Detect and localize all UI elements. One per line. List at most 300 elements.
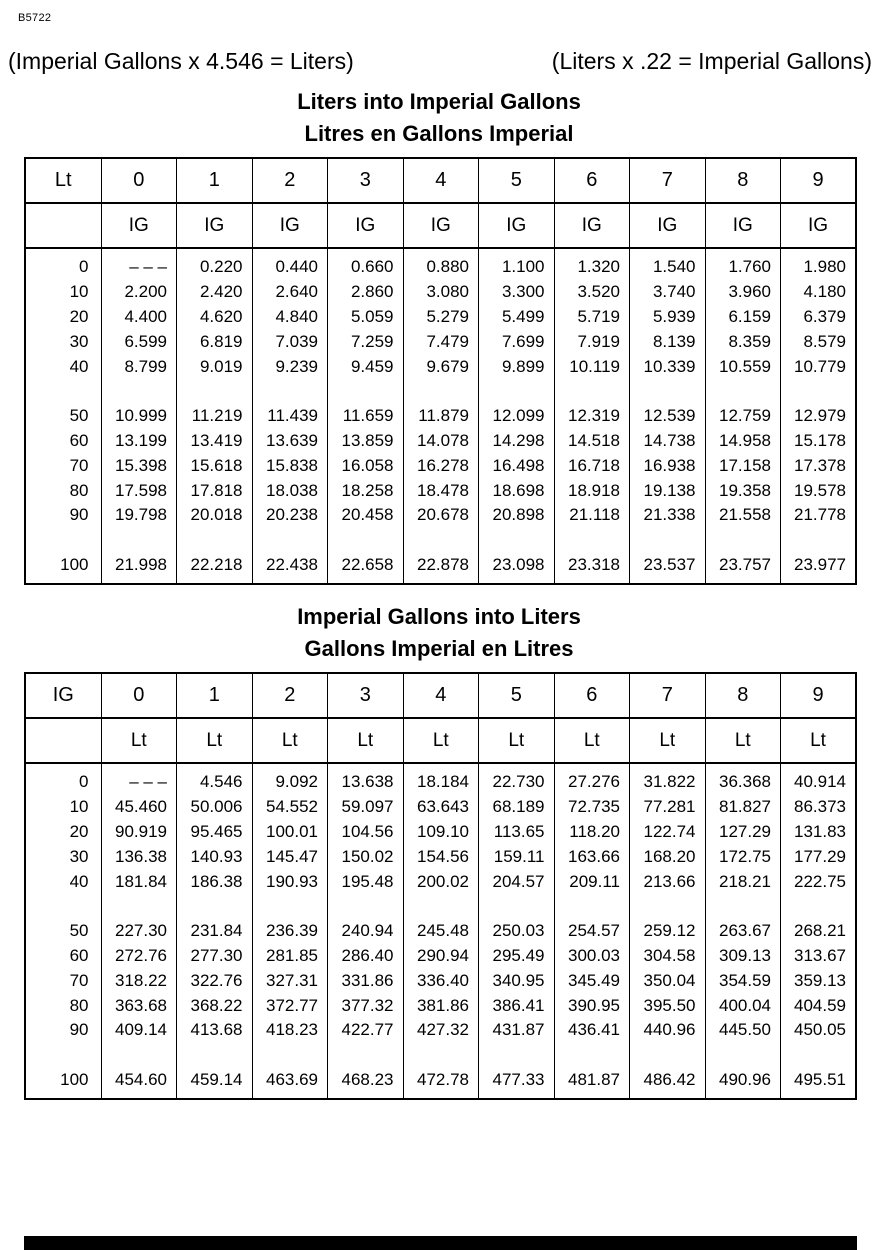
value-cell: 4.620 (177, 305, 253, 330)
value-cell (252, 379, 328, 404)
row-label: 20 (69, 306, 89, 326)
row-label: 10 (69, 282, 89, 302)
column-header: 0 (101, 158, 177, 203)
value-cell: 404.59 (781, 993, 857, 1018)
table-row (25, 795, 856, 820)
value-cell: 359.13 (781, 968, 857, 993)
value-cell: 17.818 (177, 478, 253, 503)
row-label (25, 528, 101, 553)
value-cell: 21.338 (630, 503, 706, 528)
value-cell: 21.118 (554, 503, 630, 528)
value-cell: 390.95 (554, 993, 630, 1018)
column-header: 3 (328, 673, 404, 718)
value-cell: 368.22 (177, 993, 253, 1018)
value-cell: 77.281 (630, 795, 706, 820)
value-cell: 7.919 (554, 329, 630, 354)
value-cell (479, 1043, 555, 1068)
value-cell: 16.058 (328, 453, 404, 478)
value-cell: 11.659 (328, 404, 404, 429)
row-label: 60 (69, 945, 89, 965)
value-cell: 7.039 (252, 329, 328, 354)
row-label: 80 (69, 480, 89, 500)
value-cell (177, 379, 253, 404)
value-cell: 9.019 (177, 354, 253, 379)
table-row (25, 305, 856, 330)
value-cell (479, 379, 555, 404)
value-cell: 13.859 (328, 429, 404, 454)
table-row (25, 503, 856, 528)
value-cell: 12.099 (479, 404, 555, 429)
value-cell: 3.300 (479, 280, 555, 305)
blank-header-cell (25, 718, 101, 763)
value-cell: 159.11 (479, 844, 555, 869)
value-cell: 90.919 (101, 820, 177, 845)
column-header: 5 (479, 673, 555, 718)
value-cell (328, 894, 404, 919)
value-cell: 22.730 (479, 763, 555, 795)
table-row (25, 869, 856, 894)
value-cell: 309.13 (705, 944, 781, 969)
formula-gallons-to-liters: (Imperial Gallons x 4.546 = Liters) (8, 48, 354, 74)
value-cell: 14.738 (630, 429, 706, 454)
value-cell (328, 379, 404, 404)
row-label: 70 (69, 455, 89, 475)
value-cell (705, 894, 781, 919)
value-cell: 6.599 (101, 329, 177, 354)
value-cell: 140.93 (177, 844, 253, 869)
value-cell: 3.740 (630, 280, 706, 305)
value-cell: 327.31 (252, 968, 328, 993)
value-cell: 20.018 (177, 503, 253, 528)
column-header-row (25, 673, 856, 718)
value-cell: 372.77 (252, 993, 328, 1018)
value-cell (554, 1043, 630, 1068)
table-row (25, 553, 856, 585)
value-cell: 150.02 (328, 844, 404, 869)
value-cell: 95.465 (177, 820, 253, 845)
value-cell (252, 1043, 328, 1068)
value-cell: 40.914 (781, 763, 857, 795)
value-cell: 12.759 (705, 404, 781, 429)
column-header: 6 (554, 673, 630, 718)
value-cell: 10.999 (101, 404, 177, 429)
value-cell: 86.373 (781, 795, 857, 820)
row-label: 10 (69, 797, 89, 817)
value-cell (781, 1043, 857, 1068)
value-cell: 3.520 (554, 280, 630, 305)
value-cell: 486.42 (630, 1068, 706, 1100)
value-cell: 18.478 (403, 478, 479, 503)
value-cell: 318.22 (101, 968, 177, 993)
table-row (25, 280, 856, 305)
value-cell (403, 894, 479, 919)
value-cell: 12.319 (554, 404, 630, 429)
unit-header: Lt (177, 718, 253, 763)
column-header: 2 (252, 158, 328, 203)
value-cell: 21.558 (705, 503, 781, 528)
table-row (25, 968, 856, 993)
value-cell (781, 379, 857, 404)
value-cell (328, 1043, 404, 1068)
value-cell: 3.080 (403, 280, 479, 305)
value-cell: 14.958 (705, 429, 781, 454)
value-cell: 422.77 (328, 1018, 404, 1043)
value-cell: 18.698 (479, 478, 555, 503)
value-cell: 5.939 (630, 305, 706, 330)
value-cell: 9.092 (252, 763, 328, 795)
value-cell: 16.938 (630, 453, 706, 478)
value-cell: 22.878 (403, 553, 479, 585)
value-cell: 113.65 (479, 820, 555, 845)
column-header: 6 (554, 158, 630, 203)
value-cell: 17.158 (705, 453, 781, 478)
value-cell (705, 1043, 781, 1068)
value-cell: 2.420 (177, 280, 253, 305)
value-cell: 0.660 (328, 248, 404, 280)
value-cell (403, 1043, 479, 1068)
table2-title-block (0, 601, 878, 665)
value-cell: 454.60 (101, 1068, 177, 1100)
column-header: 4 (403, 673, 479, 718)
value-cell: 17.378 (781, 453, 857, 478)
value-cell: 0.220 (177, 248, 253, 280)
value-cell: 186.38 (177, 869, 253, 894)
value-cell: 213.66 (630, 869, 706, 894)
value-cell (630, 528, 706, 553)
value-cell: 11.879 (403, 404, 479, 429)
value-cell: 6.379 (781, 305, 857, 330)
value-cell: 2.860 (328, 280, 404, 305)
value-cell: 168.20 (630, 844, 706, 869)
unit-header: Lt (101, 718, 177, 763)
value-cell: 11.219 (177, 404, 253, 429)
value-cell: 472.78 (403, 1068, 479, 1100)
value-cell: 0.880 (403, 248, 479, 280)
value-cell: 2.200 (101, 280, 177, 305)
value-cell: 190.93 (252, 869, 328, 894)
value-cell: 209.11 (554, 869, 630, 894)
column-header: 9 (781, 673, 857, 718)
value-cell: 104.56 (328, 820, 404, 845)
unit-header: IG (403, 203, 479, 248)
table-row (25, 478, 856, 503)
value-cell: 413.68 (177, 1018, 253, 1043)
value-cell: 195.48 (328, 869, 404, 894)
row-label: 20 (69, 821, 89, 841)
value-cell: 23.318 (554, 553, 630, 585)
row-label: 50 (69, 921, 89, 941)
value-cell: 336.40 (403, 968, 479, 993)
value-cell: 250.03 (479, 919, 555, 944)
unit-header: IG (479, 203, 555, 248)
value-cell: 8.139 (630, 329, 706, 354)
unit-header: IG (554, 203, 630, 248)
value-cell: 23.098 (479, 553, 555, 585)
row-label (25, 1043, 101, 1068)
blank-header-cell (25, 203, 101, 248)
value-cell: 263.67 (705, 919, 781, 944)
value-cell: 72.735 (554, 795, 630, 820)
table-row (25, 329, 856, 354)
value-cell: 21.778 (781, 503, 857, 528)
value-cell: 331.86 (328, 968, 404, 993)
value-cell (781, 894, 857, 919)
value-cell: 363.68 (101, 993, 177, 1018)
value-cell: 7.259 (328, 329, 404, 354)
value-cell: 281.85 (252, 944, 328, 969)
value-cell: 16.498 (479, 453, 555, 478)
value-cell: 22.218 (177, 553, 253, 585)
table-row (25, 429, 856, 454)
unit-header: IG (781, 203, 857, 248)
value-cell: 9.239 (252, 354, 328, 379)
unit-header: Lt (403, 718, 479, 763)
spacer-row (25, 894, 856, 919)
value-cell (252, 528, 328, 553)
value-cell: 172.75 (705, 844, 781, 869)
value-cell (630, 379, 706, 404)
value-cell (630, 894, 706, 919)
table2-title-french: Gallons Imperial en Litres (304, 636, 574, 661)
corner-unit-label: Lt (25, 158, 101, 203)
table-row (25, 1068, 856, 1100)
value-cell: 20.898 (479, 503, 555, 528)
value-cell: 427.32 (403, 1018, 479, 1043)
value-cell: 395.50 (630, 993, 706, 1018)
value-cell: 1.320 (554, 248, 630, 280)
unit-header: IG (328, 203, 404, 248)
value-cell: 440.96 (630, 1018, 706, 1043)
value-cell: 431.87 (479, 1018, 555, 1043)
value-cell: 5.279 (403, 305, 479, 330)
value-cell: 81.827 (705, 795, 781, 820)
value-cell: 5.719 (554, 305, 630, 330)
value-cell: 8.579 (781, 329, 857, 354)
value-cell: 481.87 (554, 1068, 630, 1100)
column-header: 2 (252, 673, 328, 718)
value-cell (705, 528, 781, 553)
table-row (25, 354, 856, 379)
row-label: 90 (69, 1020, 89, 1040)
value-cell: 495.51 (781, 1068, 857, 1100)
unit-header: Lt (554, 718, 630, 763)
value-cell: 18.258 (328, 478, 404, 503)
value-cell: 19.578 (781, 478, 857, 503)
unit-header: Lt (781, 718, 857, 763)
value-cell (177, 528, 253, 553)
gallons-to-liters-table-wrap (24, 672, 856, 1100)
value-cell: 259.12 (630, 919, 706, 944)
value-cell: 68.189 (479, 795, 555, 820)
value-cell: 5.499 (479, 305, 555, 330)
table2-head (25, 673, 856, 763)
value-cell: 0.440 (252, 248, 328, 280)
value-cell (554, 528, 630, 553)
value-cell: 409.14 (101, 1018, 177, 1043)
page-code: B5722 (18, 12, 52, 24)
value-cell (101, 379, 177, 404)
value-cell: 222.75 (781, 869, 857, 894)
unit-header-row (25, 203, 856, 248)
value-cell: 23.757 (705, 553, 781, 585)
row-label: 50 (69, 406, 89, 426)
value-cell: 4.180 (781, 280, 857, 305)
unit-header: IG (630, 203, 706, 248)
value-cell: 227.30 (101, 919, 177, 944)
row-label: 70 (69, 970, 89, 990)
value-cell: 127.29 (705, 820, 781, 845)
value-cell (101, 1043, 177, 1068)
table1-head (25, 158, 856, 248)
value-cell: 459.14 (177, 1068, 253, 1100)
table-row (25, 919, 856, 944)
value-cell: 10.339 (630, 354, 706, 379)
value-cell: 7.479 (403, 329, 479, 354)
unit-header: Lt (252, 718, 328, 763)
value-cell: 354.59 (705, 968, 781, 993)
value-cell: 9.679 (403, 354, 479, 379)
column-header-row (25, 158, 856, 203)
value-cell: 4.840 (252, 305, 328, 330)
value-cell: 22.438 (252, 553, 328, 585)
value-cell: 400.04 (705, 993, 781, 1018)
value-cell: 36.368 (705, 763, 781, 795)
value-cell (781, 528, 857, 553)
value-cell: 313.67 (781, 944, 857, 969)
row-label: 30 (69, 331, 89, 351)
value-cell: 20.678 (403, 503, 479, 528)
value-cell: 5.059 (328, 305, 404, 330)
column-header: 1 (177, 673, 253, 718)
value-cell: 21.998 (101, 553, 177, 585)
value-cell: 18.918 (554, 478, 630, 503)
value-cell: 272.76 (101, 944, 177, 969)
value-cell: 450.05 (781, 1018, 857, 1043)
table-row (25, 763, 856, 795)
value-cell: 240.94 (328, 919, 404, 944)
value-cell: 4.546 (177, 763, 253, 795)
value-cell: 50.006 (177, 795, 253, 820)
value-cell: 418.23 (252, 1018, 328, 1043)
value-cell: 445.50 (705, 1018, 781, 1043)
value-cell: 1.540 (630, 248, 706, 280)
value-cell: 16.278 (403, 453, 479, 478)
value-cell: 304.58 (630, 944, 706, 969)
value-cell: 109.10 (403, 820, 479, 845)
value-cell: 59.097 (328, 795, 404, 820)
value-cell: 16.718 (554, 453, 630, 478)
unit-header: IG (705, 203, 781, 248)
value-cell: 218.21 (705, 869, 781, 894)
value-cell: 2.640 (252, 280, 328, 305)
value-cell: 3.960 (705, 280, 781, 305)
unit-header: Lt (328, 718, 404, 763)
row-label: 100 (60, 1069, 89, 1089)
unit-header: IG (252, 203, 328, 248)
column-header: 4 (403, 158, 479, 203)
value-cell: 131.83 (781, 820, 857, 845)
unit-header: Lt (479, 718, 555, 763)
value-cell (630, 1043, 706, 1068)
value-cell: 286.40 (328, 944, 404, 969)
value-cell: 350.04 (630, 968, 706, 993)
row-label: 40 (69, 356, 89, 376)
value-cell: 345.49 (554, 968, 630, 993)
value-cell: – – – (101, 248, 177, 280)
value-cell: 236.39 (252, 919, 328, 944)
value-cell: 490.96 (705, 1068, 781, 1100)
spacer-row (25, 379, 856, 404)
spacer-row (25, 1043, 856, 1068)
column-header: 1 (177, 158, 253, 203)
value-cell: 10.559 (705, 354, 781, 379)
value-cell (101, 528, 177, 553)
value-cell: 9.899 (479, 354, 555, 379)
row-label: 100 (60, 554, 89, 574)
value-cell (101, 894, 177, 919)
value-cell (705, 379, 781, 404)
value-cell (177, 894, 253, 919)
row-label (25, 894, 101, 919)
value-cell: 15.838 (252, 453, 328, 478)
value-cell: 10.779 (781, 354, 857, 379)
value-cell: 381.86 (403, 993, 479, 1018)
value-cell: 9.459 (328, 354, 404, 379)
value-cell: 118.20 (554, 820, 630, 845)
gallons-to-liters-table (24, 672, 857, 1100)
liters-to-gallons-table-wrap (24, 157, 856, 585)
table1-body (25, 248, 856, 584)
value-cell: 8.799 (101, 354, 177, 379)
value-cell: 27.276 (554, 763, 630, 795)
value-cell (252, 894, 328, 919)
value-cell: 1.760 (705, 248, 781, 280)
value-cell: 20.238 (252, 503, 328, 528)
value-cell (403, 379, 479, 404)
value-cell: 154.56 (403, 844, 479, 869)
unit-header-row (25, 718, 856, 763)
value-cell: 177.29 (781, 844, 857, 869)
column-header: 7 (630, 158, 706, 203)
table-row (25, 404, 856, 429)
row-label: 30 (69, 846, 89, 866)
table-row (25, 944, 856, 969)
value-cell: 254.57 (554, 919, 630, 944)
value-cell: 10.119 (554, 354, 630, 379)
value-cell: – – – (101, 763, 177, 795)
table-row (25, 844, 856, 869)
value-cell: 6.819 (177, 329, 253, 354)
value-cell: 295.49 (479, 944, 555, 969)
value-cell: 14.298 (479, 429, 555, 454)
value-cell: 13.199 (101, 429, 177, 454)
value-cell: 11.439 (252, 404, 328, 429)
table1-title-french: Litres en Gallons Imperial (304, 121, 574, 146)
value-cell: 13.639 (252, 429, 328, 454)
corner-unit-label: IG (25, 673, 101, 718)
value-cell: 377.32 (328, 993, 404, 1018)
value-cell: 45.460 (101, 795, 177, 820)
row-label: 80 (69, 995, 89, 1015)
value-cell: 477.33 (479, 1068, 555, 1100)
value-cell: 4.400 (101, 305, 177, 330)
value-cell: 100.01 (252, 820, 328, 845)
row-label: 40 (69, 871, 89, 891)
row-label (25, 379, 101, 404)
row-label: 90 (69, 505, 89, 525)
value-cell: 122.74 (630, 820, 706, 845)
value-cell: 200.02 (403, 869, 479, 894)
